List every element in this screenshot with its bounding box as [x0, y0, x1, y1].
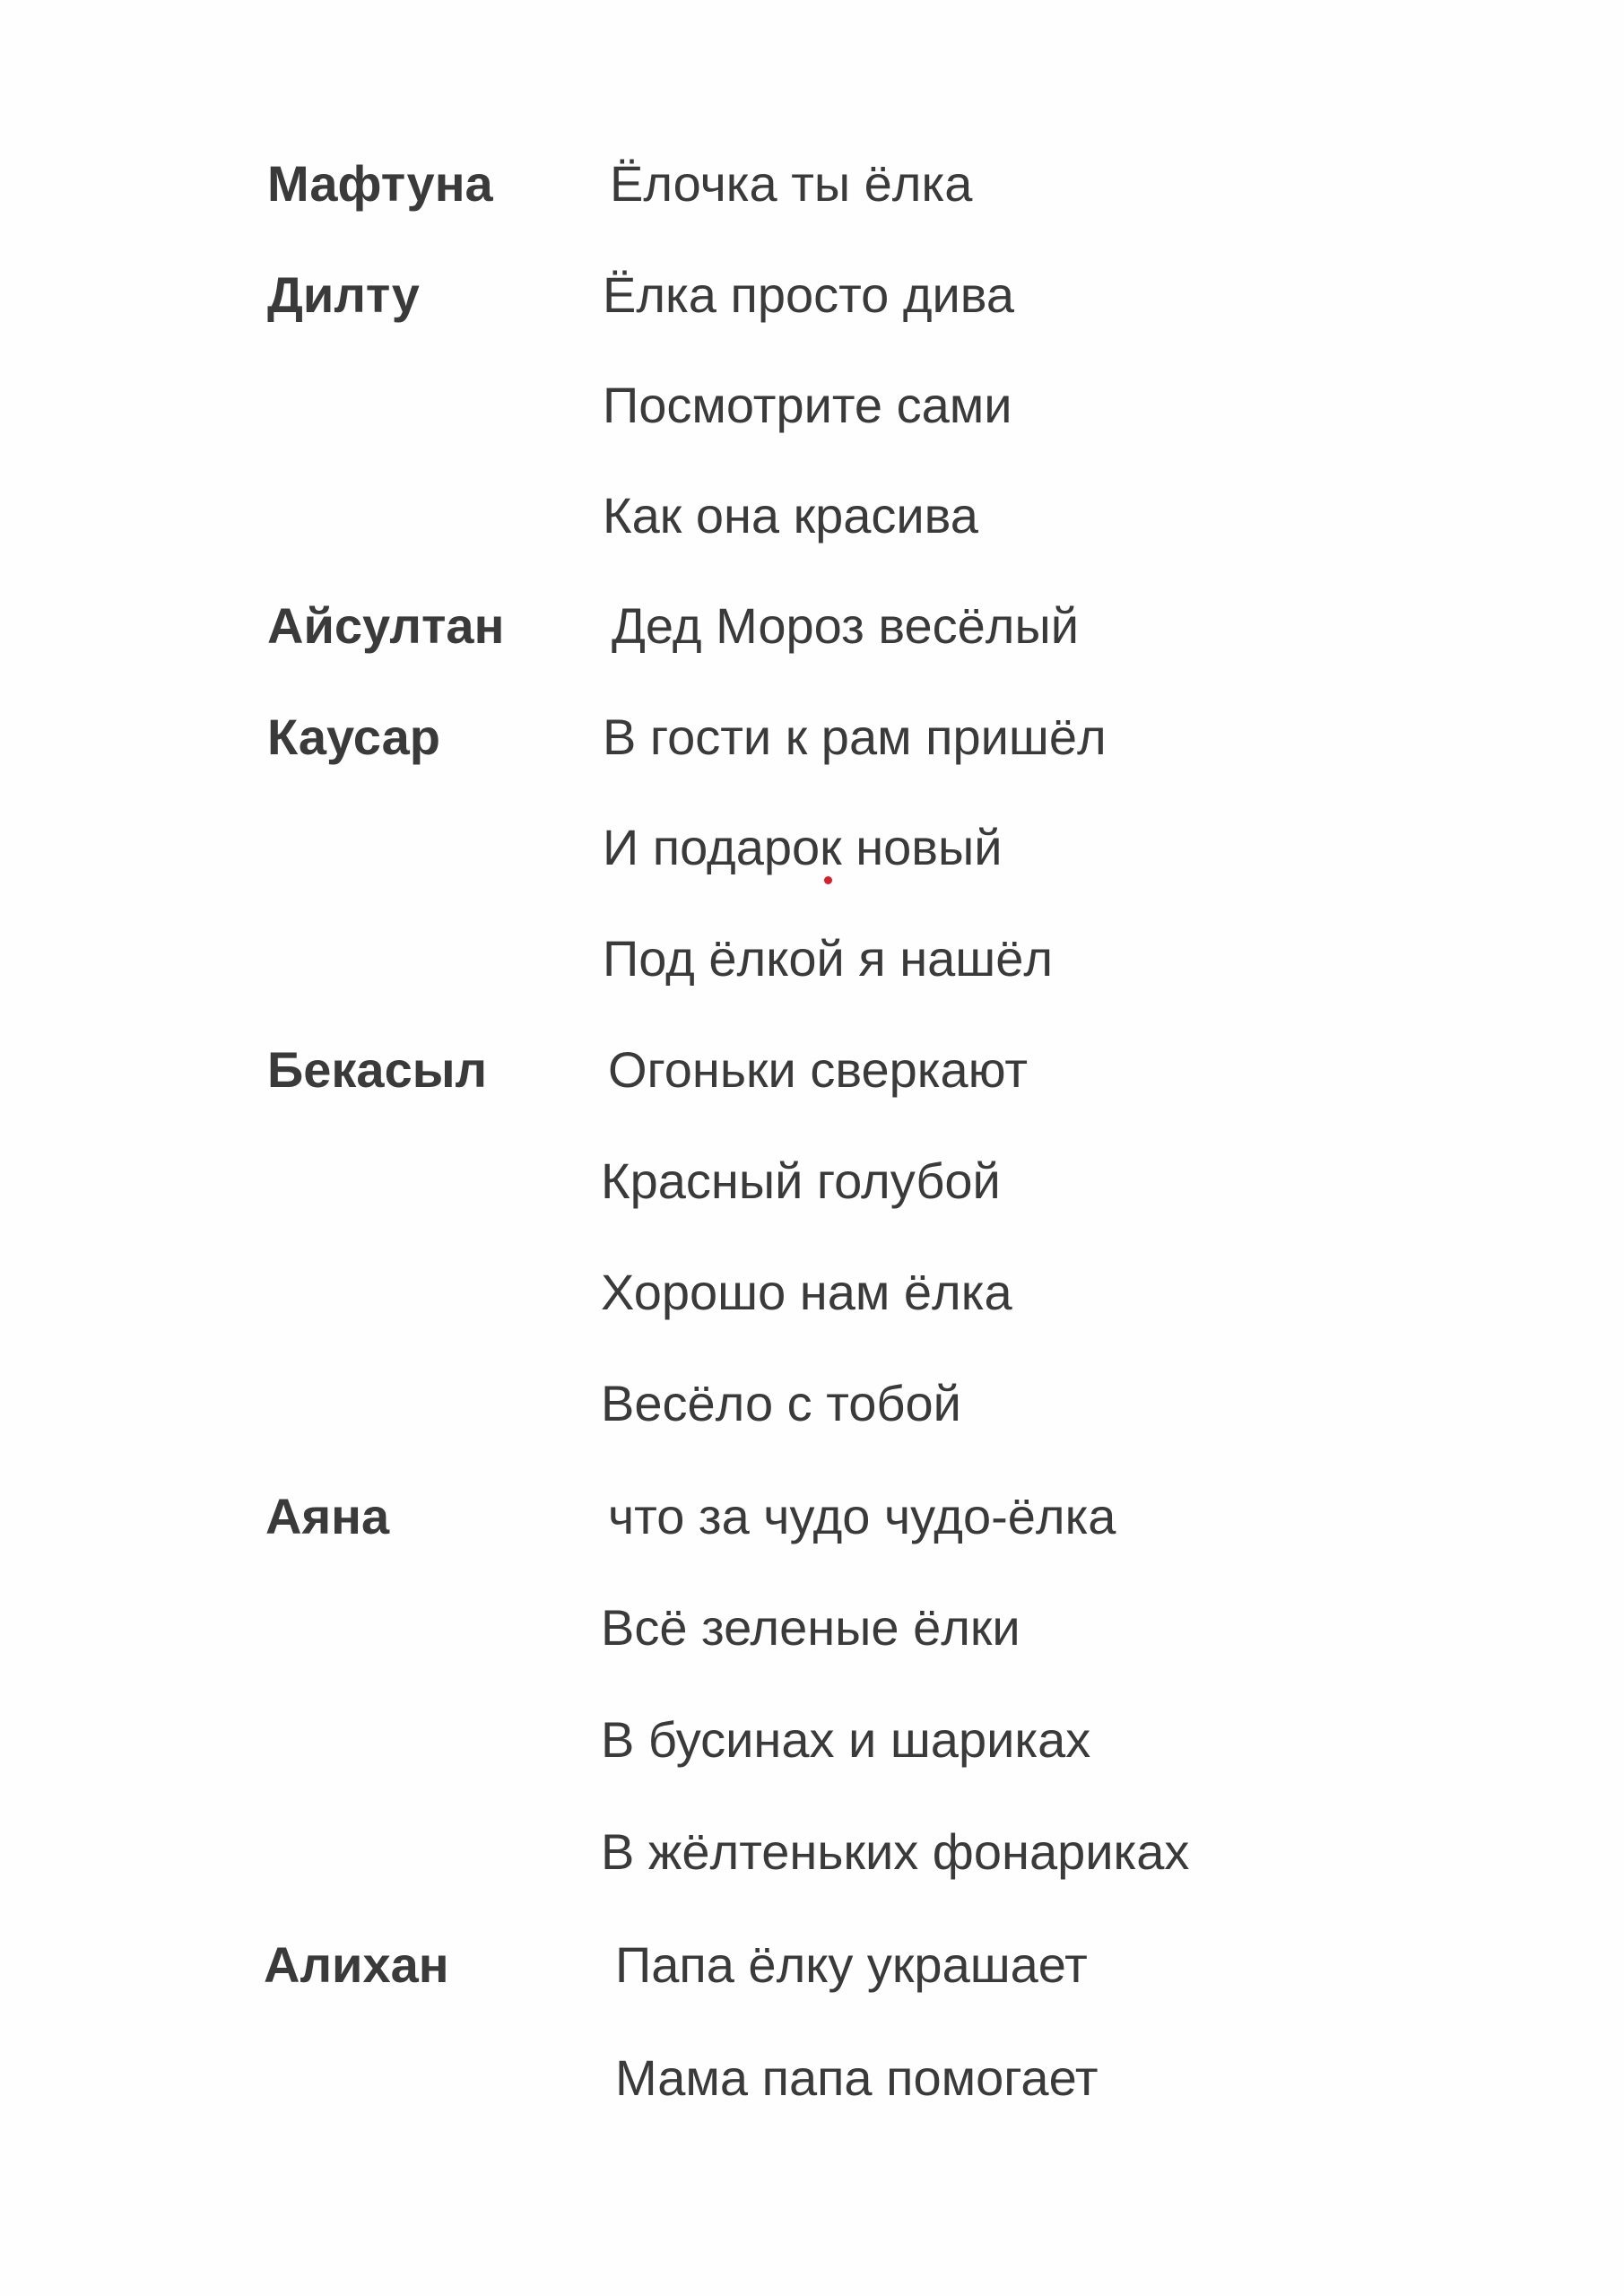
verse-line: Хорошо нам ёлка — [601, 1264, 1012, 1320]
script-line — [0, 1476, 1624, 1557]
speaker-name: Дилту — [267, 266, 420, 323]
verse-line: Огоньки сверкают — [608, 1041, 1029, 1098]
verse-line: Весёло с тобой — [601, 1375, 961, 1431]
verse-line: что за чудо чудо-ёлка — [608, 1488, 1116, 1544]
red-ink-speck — [824, 876, 832, 884]
script-line — [0, 1252, 1624, 1333]
script-line — [0, 1925, 1624, 2005]
script-line — [0, 1812, 1624, 1892]
script-line — [0, 697, 1624, 778]
script-line — [0, 2038, 1624, 2118]
script-line — [0, 255, 1624, 335]
verse-line: Папа ёлку украшает — [615, 1936, 1088, 1993]
script-line — [0, 1363, 1624, 1444]
script-line — [0, 365, 1624, 446]
script-line — [0, 1587, 1624, 1668]
speaker-name: Мафтуна — [267, 155, 493, 212]
verse-line: В гости к рам пришёл — [603, 709, 1107, 765]
script-line — [0, 1141, 1624, 1222]
speaker-name: Каусар — [267, 709, 440, 765]
verse-line: Посмотрите сами — [603, 377, 1012, 433]
script-line — [0, 807, 1624, 888]
verse-line: Как она красива — [603, 487, 978, 544]
speaker-name: Алихан — [264, 1936, 449, 1993]
verse-line: В бусинах и шариках — [601, 1711, 1091, 1768]
verse-line: Мама папа помогает — [615, 2049, 1099, 2106]
script-line — [0, 918, 1624, 999]
speaker-name: Айсултан — [267, 597, 505, 654]
speaker-name: Аяна — [265, 1488, 390, 1544]
verse-line: И подарок новый — [603, 819, 1003, 875]
script-line — [0, 586, 1624, 666]
script-line — [0, 475, 1624, 556]
script-line — [0, 1700, 1624, 1780]
verse-line: Ёлка просто дива — [603, 266, 1015, 323]
verse-line: В жёлтеньких фонариках — [601, 1823, 1190, 1880]
script-line — [0, 1030, 1624, 1110]
verse-line: Красный голубой — [601, 1152, 1001, 1209]
verse-line: Под ёлкой я нашёл — [603, 930, 1054, 987]
verse-line: Всё зеленые ёлки — [601, 1599, 1020, 1656]
speaker-name: Бекасыл — [267, 1041, 488, 1098]
script-line — [0, 144, 1624, 224]
verse-line: Ёлочка ты ёлка — [610, 155, 973, 212]
verse-line: Дед Мороз весёлый — [612, 597, 1080, 654]
